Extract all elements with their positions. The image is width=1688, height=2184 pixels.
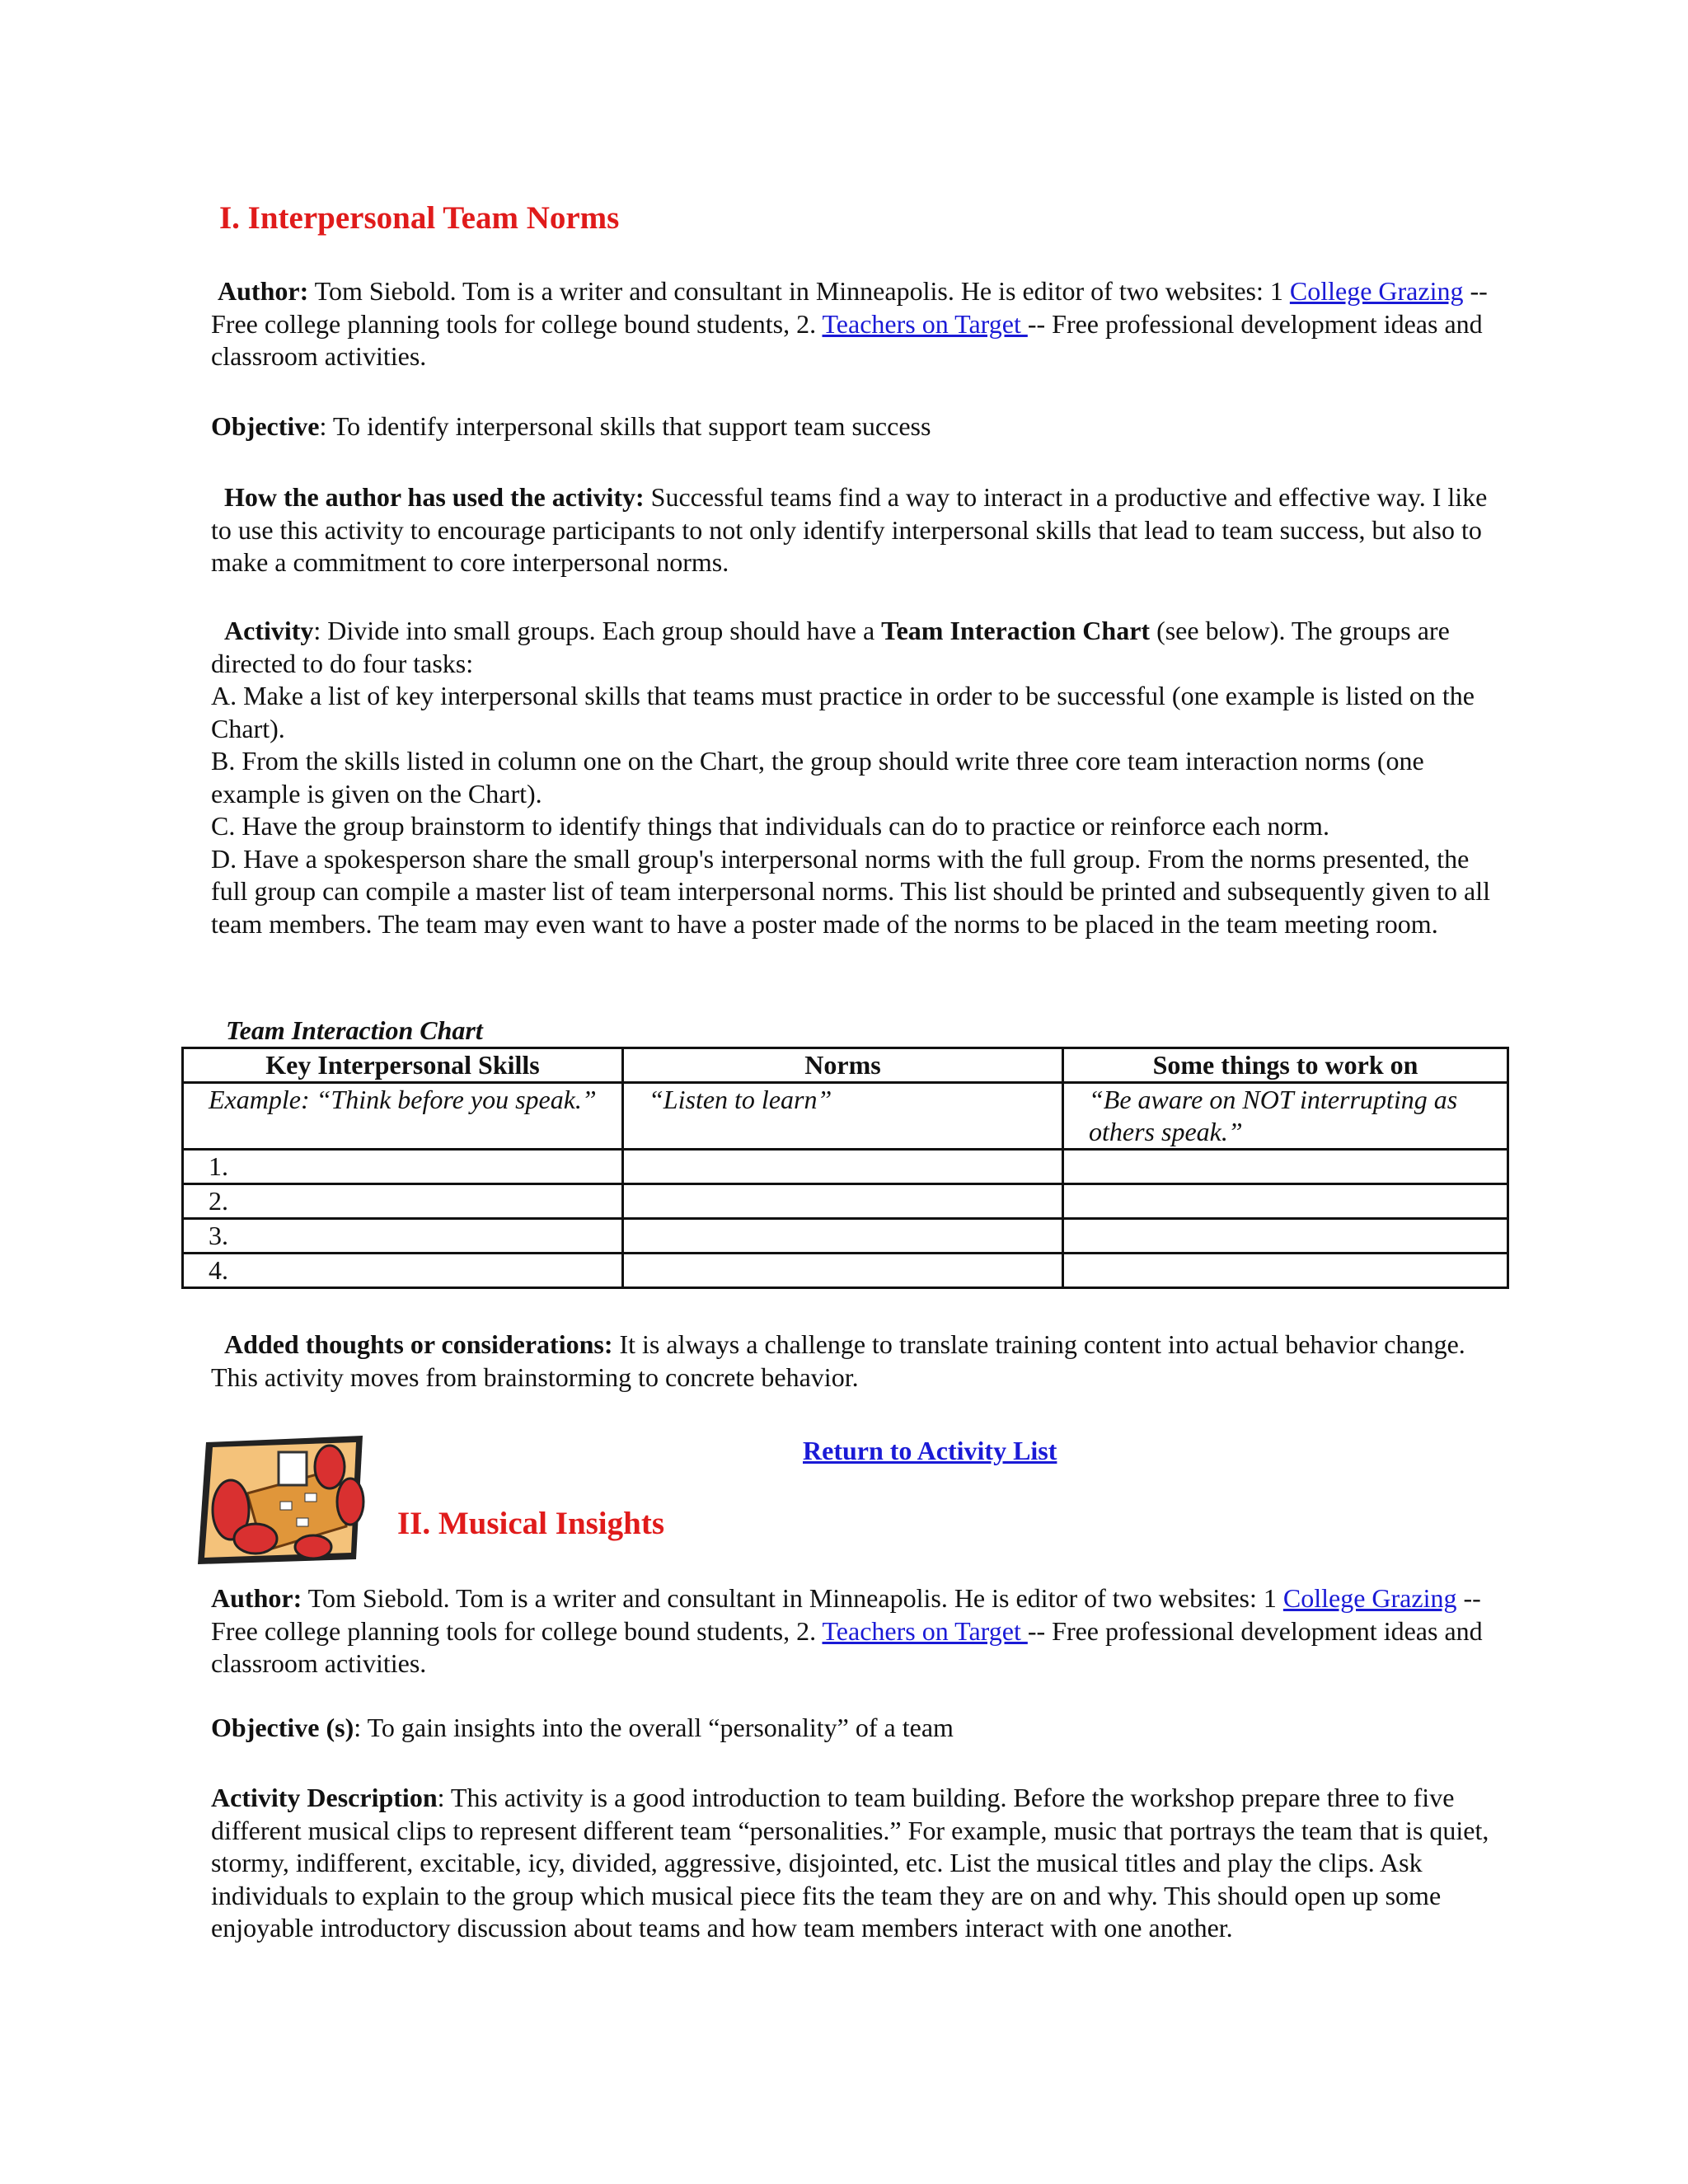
- return-to-activity-list-link-wrap: [803, 1436, 1057, 1466]
- task-b: B. From the skills listed in column one on the Chart, the group should write three core team interaction norms (one example is given on the Chart).: [211, 746, 1424, 808]
- chart-cell: [1063, 1150, 1508, 1184]
- chart-cell: Example: “Think before you speak.”: [183, 1083, 623, 1150]
- college-grazing-link[interactable]: College Grazing: [1289, 276, 1464, 306]
- section2-activity-description: Activity Description: This activity is a good introduction to team building. Before the workshop prepare three to five different musical clips to represent different team “personalities.” For example, music that portrays the team that is quiet, stormy, indifferent, excitable, icy, divided, aggressive, disjointed, etc. List the musical titles and play the clips. Ask individuals to explain to the group which musical piece fits the team they are on and why. This should open up some enjoyable introductory discussion about teams and how team members interact with one another.: [211, 1783, 1489, 1943]
- author-label: Author:: [218, 276, 309, 306]
- chart-header: Norms: [623, 1048, 1063, 1083]
- chart-title: Team Interaction Chart: [226, 1015, 483, 1045]
- chart-cell: 4.: [183, 1254, 623, 1288]
- chart-cell: 2.: [183, 1184, 623, 1219]
- section2-author: Author: Tom Siebold. Tom is a writer and consultant in Minneapolis. He is editor of two websites: 1 College Grazing -- Free college planning tools for college bound students, 2. Teachers on Target -- Free professional development ideas and classroom activities.: [211, 1583, 1483, 1678]
- chart-cell: [1063, 1184, 1508, 1219]
- chart-cell: [623, 1254, 1063, 1288]
- section1-activity: Activity: Divide into small groups. Each group should have a Team Interaction Chart (see below). The groups are directed to do four tasks: A. Make a list of key interpersonal skills that teams must practice in order to be successful (one example is listed on the Chart). B. From the skills listed in column one on the Chart, the group should write three core team interaction norms (one example is given on the Chart). C. Have the group brainstorm to identify things that individuals can do to practice or reinforce each norm. D. Have a spokesperson share the small group's interpersonal norms with the full group. From the norms presented, the full group can compile a master list of team interpersonal norms. This list should be printed and subsequently given to all team members. The team may even want to have a poster made of the norms to be placed in the team meeting room.: [211, 615, 1497, 940]
- chart-cell: [623, 1219, 1063, 1254]
- task-a: A. Make a list of key interpersonal skills that teams must practice in order to be successful (one example is listed on the Chart).: [211, 681, 1475, 743]
- return-to-activity-list-link[interactable]: Return to Activity List: [803, 1436, 1057, 1465]
- meeting-room-clipart-icon: [198, 1436, 371, 1568]
- college-grazing-link[interactable]: College Grazing: [1282, 1583, 1457, 1613]
- task-c: C. Have the group brainstorm to identify things that individuals can do to practice or reinforce each norm.: [211, 811, 1329, 841]
- chart-header-row: [183, 1048, 1508, 1083]
- team-interaction-chart: [181, 1047, 1509, 1289]
- chart-row: [183, 1184, 1508, 1219]
- chart-header: Some things to work on: [1063, 1048, 1508, 1083]
- section1-how-used: How the author has used the activity: Successful teams find a way to interact in a productive and effective way. I like to use this activity to encourage participants to not only identify interpersonal skills that lead to team success, but also to make a commitment to core interpersonal norms.: [211, 482, 1488, 577]
- teachers-on-target-link[interactable]: Teachers on Target: [822, 308, 1028, 339]
- chart-header: Key Interpersonal Skills: [183, 1048, 623, 1083]
- section2-objective: Objective (s): To gain insights into the overall “personality” of a team: [211, 1713, 954, 1742]
- chart-cell: “Be aware on NOT interrupting as others speak.”: [1063, 1083, 1508, 1150]
- chart-cell: [623, 1150, 1063, 1184]
- chart-cell: 3.: [183, 1219, 623, 1254]
- section1-objective: Objective: To identify interpersonal skills that support team success: [211, 411, 931, 441]
- chart-example-row: [183, 1083, 1508, 1150]
- chart-cell: [623, 1184, 1063, 1219]
- chart-cell: [1063, 1219, 1508, 1254]
- task-d: D. Have a spokesperson share the small group's interpersonal norms with the full group. From the norms presented, the full group can compile a master list of team interpersonal norms. This list should be printed and subsequently given to all team members. The team may even want to have a poster made of the norms to be placed in the team meeting room.: [211, 843, 1490, 939]
- chart-cell: [1063, 1254, 1508, 1288]
- section2-title: II. Musical Insights: [397, 1506, 664, 1541]
- chart-cell: 1.: [183, 1150, 623, 1184]
- chart-row: [183, 1150, 1508, 1184]
- teachers-on-target-link[interactable]: Teachers on Target: [822, 1615, 1028, 1646]
- chart-row: [183, 1219, 1508, 1254]
- section1-author: Author: Tom Siebold. Tom is a writer and consultant in Minneapolis. He is editor of two websites: 1 College Grazing -- Free college planning tools for college bound students, 2. Teachers on Target -- Free professional development ideas and classroom activities.: [211, 276, 1488, 371]
- section1-title: I. Interpersonal Team Norms: [219, 200, 620, 236]
- chart-row: [183, 1254, 1508, 1288]
- chart-cell: “Listen to learn”: [623, 1083, 1063, 1150]
- section1-added-thoughts: Added thoughts or considerations: It is always a challenge to translate training content into actual behavior change. This activity moves from brainstorming to concrete behavior.: [211, 1329, 1465, 1392]
